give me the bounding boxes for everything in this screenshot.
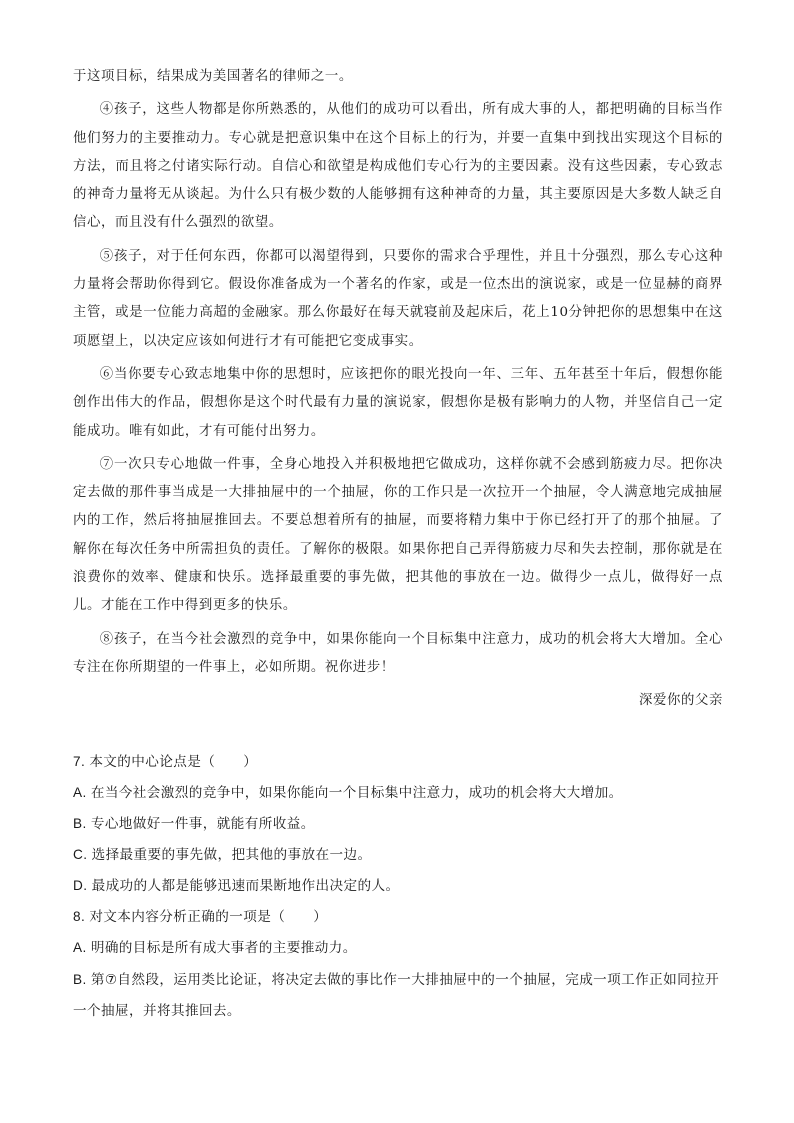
question-section [73,752,723,1037]
paragraph-6: ⑥当你要专心致志地集中你的思想时，应该把你的眼光投向一年、三年、五年甚至十年后，假想你能创作出伟大的作品，假想你是这个时代最有力量的演说家，假想你是极有影响力的人物，并坚信自己一定能成功。唯有如此，才有可能付出努力。 [73,366,723,439]
paragraph-7: ⑦一次只专心地做一件事，全身心地投入并积极地把它做成功，这样你就不会感到筋疲力尽。把你决定去做的那件事当成是一大排抽屉中的一个抽屉，你的工作只是一次拉开一个抽屉，令人满意地完成抽屉内的工作，然后将抽屉推回去。不要总想着所有的抽屉，而要将精力集中于你已经打开了的那个抽屉。了解你在每次任务中所需担负的责任。了解你的极限。如果你把自己弄得筋疲力尽和失去控制，那你就是在浪费你的效率、健康和快乐。选择最重要的事先做，把其他的事放在一边。做得少一点儿，做得好一点儿。才能在工作中得到更多的快乐。 [73,456,723,614]
paragraph-8: ⑧孩子，在当今社会激烈的竞争中，如果你能向一个目标集中注意力，成功的机会将大大增加。全心专注在你所期望的一件事上，必如所期。祝你进步！ [73,631,723,675]
question-8-stem: 8. 对文本内容分析正确的一项是（ ） [73,909,328,924]
question-7-option-d: D. 最成功的人都是能够迅速而果断地作出决定的人。 [73,878,400,893]
question-8-option-b: B. 第⑦自然段，运用类比论证，将决定去做的事比作一大排抽屉中的一个抽屉，完成一项工作正如同拉开一个抽屉，并将其推回去。 [73,972,720,1018]
passage-opening-line: 于这项目标，结果成为美国著名的律师之一。 [73,69,353,84]
paragraph-5: ⑤孩子，对于任何东西，你都可以渴望得到，只要你的需求合乎理性，并且十分强烈，那么专心这种力量将会帮助你得到它。假设你准备成为一个著名的作家，或是一位杰出的演说家，或是一位显赫的商界主管，或是一位能力高超的金融家。那么你最好在每天就寝前及起床后，花上10分钟把你的思想集中在这项愿望上，以决定应该如何进行才有可能把它变成事实。 [73,248,723,349]
question-7-option-b: B. 专心地做好一件事，就能有所收益。 [73,816,315,831]
letter-signature: 深爱你的父亲 [639,693,723,709]
paragraph-4: ④孩子，这些人物都是你所熟悉的，从他们的成功可以看出，所有成大事的人，都把明确的目标当作他们努力的主要推动力。专心就是把意识集中在这个目标上的行为，并要一直集中到找出实现这个目标的方法，而且将之付诸实际行动。自信心和欲望是构成他们专心行为的主要因素。没有这些因素，专心致志的神奇力量将无从谈起。为什么只有极少数的人能够拥有这种神奇的力量，其主要原因是大多数人缺乏自信心，而且没有什么强烈的欲望。 [73,102,723,231]
question-7-option-a: A. 在当今社会激烈的竞争中，如果你能向一个目标集中注意力，成功的机会将大大增加。 [73,785,623,800]
reading-passage [73,63,723,716]
question-7-option-c: C. 选择最重要的事先做，把其他的事放在一边。 [73,847,372,862]
question-8-option-a: A. 明确的目标是所有成大事者的主要推动力。 [73,940,357,955]
question-7-stem: 7. 本文的中心论点是（ ） [73,754,258,769]
